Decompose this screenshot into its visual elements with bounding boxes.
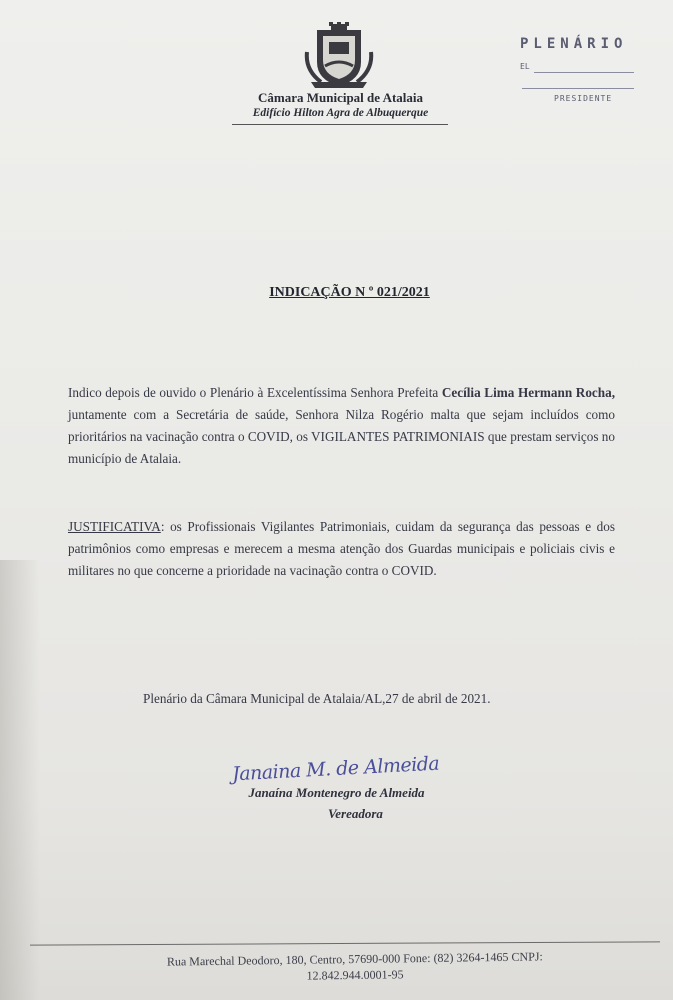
footer-line-1: Rua Marechal Deodoro, 180, Centro, 57690-000 Fone: (82) 3264-1465 CNPJ: <box>166 949 543 969</box>
building-name: Edifício Hilton Agra de Albuquerque <box>252 107 429 119</box>
page-shadow <box>0 560 40 1000</box>
paragraph-lead: Indico depois de ouvido o Plenário à Excelentíssima Senhora Prefeita <box>68 385 442 400</box>
stamp-rule <box>534 72 634 73</box>
mayor-name: Cecília Lima Hermann Rocha, <box>441 385 616 400</box>
coat-of-arms-icon <box>303 22 375 88</box>
paragraph-rest: juntamente com a Secretária de saúde, Senhora Nilza Rogério malta que sejam incluídos como prioritários na vacinação contra o COVID, os VIGILANTES PATRIMONIAIS que prestam serviços no município de Atalaia. <box>68 407 615 466</box>
justification-label: JUSTIFICATIVA <box>68 519 161 534</box>
footer-address <box>60 947 650 987</box>
header-divider <box>232 124 448 125</box>
indication-paragraph <box>68 382 615 470</box>
stamp-title: PLENÁRIO <box>520 36 628 52</box>
plenario-stamp <box>512 32 662 112</box>
document-title: INDICAÇÃO N º 021/2021 <box>269 285 430 300</box>
place-and-date: Plenário da Câmara Municipal de Atalaia/AL,27 de abril de 2021. <box>143 691 491 706</box>
footer-line-2: 12.842.944.0001-95 <box>306 967 404 983</box>
stamp-rule <box>522 88 634 89</box>
justification-paragraph <box>68 516 615 582</box>
footer-divider <box>30 941 660 945</box>
handwritten-signature: Janaina M. de Almeida <box>231 752 440 786</box>
stamp-line: EL <box>520 62 530 71</box>
signer-name: Janaína Montenegro de Almeida <box>248 785 425 800</box>
stamp-role: PRESIDENTE <box>554 94 613 103</box>
signer-role: Vereadora <box>328 806 383 821</box>
justification-text: : os Profissionais Vigilantes Patrimoniais, cuidam da segurança das pessoas e dos patrimônios como empresas e merecem a mesma atenção dos Guardas municipais e policiais civis e militares no que concerne a prioridade na vacinação contra o COVID. <box>68 519 615 578</box>
organization-name: Câmara Municipal de Atalaia <box>257 90 424 105</box>
